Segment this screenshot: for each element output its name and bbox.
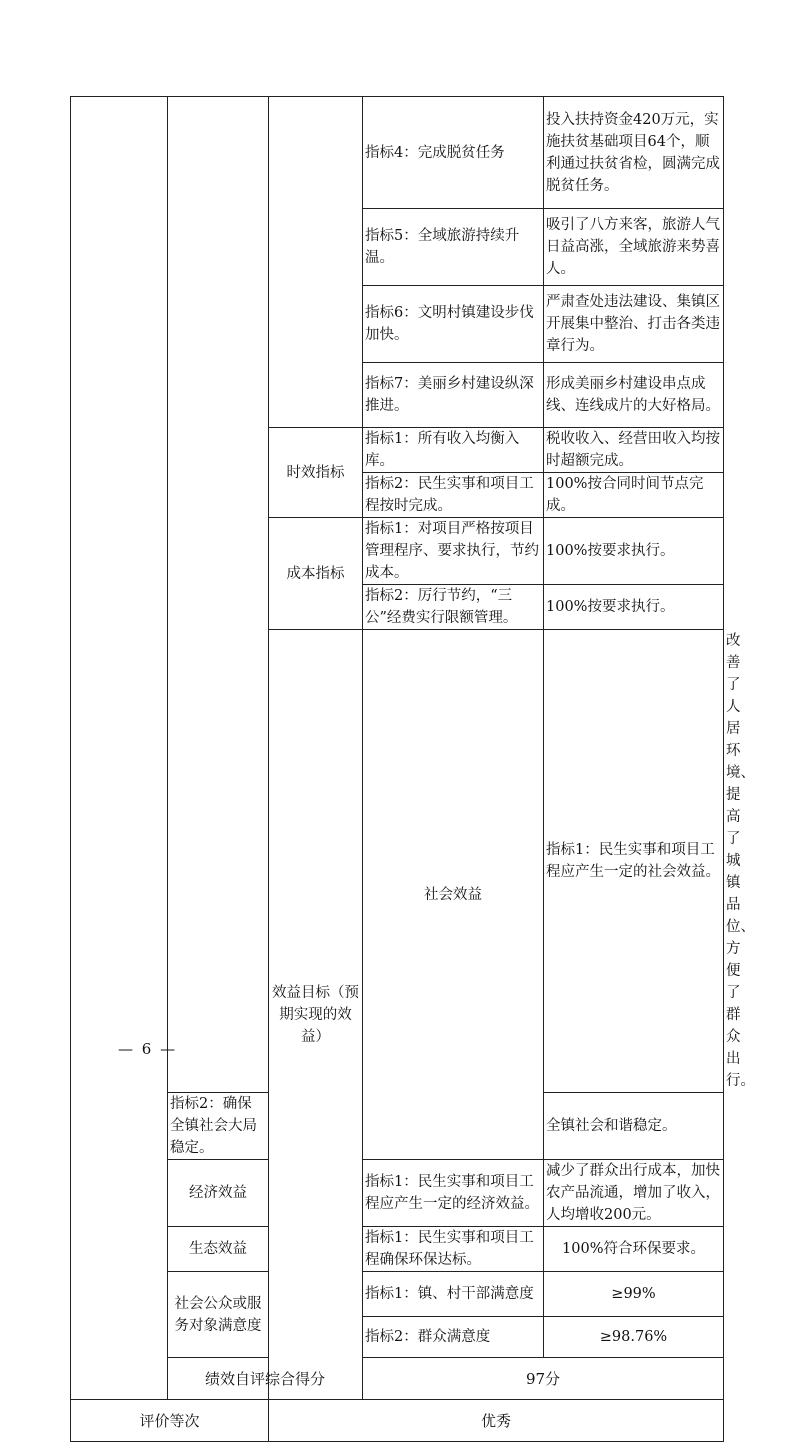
timeliness-indicator-label: 时效指标 [269,428,363,518]
indicator-cell: 指标1：镇、村干部满意度 [363,1272,544,1317]
value-cell: 吸引了八方来客，旅游人气日益高涨，全域旅游来势喜人。 [544,209,724,286]
indicator-cell: 指标5：全域旅游持续升温。 [363,209,544,286]
indicator-cell: 指标2：群众满意度 [363,1317,544,1358]
indicator-cell: 指标1：民生实事和项目工程应产生一定的经济效益。 [363,1160,544,1227]
indicator-cell: 指标1：民生实事和项目工程应产生一定的社会效益。 [544,630,724,1093]
indicator-cell: 指标4：完成脱贫任务 [363,97,544,209]
value-cell: 形成美丽乡村建设串点成线、连线成片的大好格局。 [544,363,724,428]
value-cell: 100%按合同时间节点完成。 [544,473,724,518]
benefit-target-label: 效益目标（预期实现的效益） [269,630,363,1400]
indicator-cell: 指标1：民生实事和项目工程确保环保达标。 [363,1227,544,1272]
value-cell: 减少了群众出行成本，加快农产品流通，增加了收入，人均增收200元。 [544,1160,724,1227]
value-cell: 严肃查处违法建设、集镇区开展集中整治、打击各类违章行为。 [544,286,724,363]
grade-label: 评价等次 [71,1400,269,1442]
value-cell: 全镇社会和谐稳定。 [544,1093,724,1160]
value-cell: 100%按要求执行。 [544,518,724,585]
value-cell: 投入扶持资金420万元，实施扶贫基础项目64个，顺利通过扶贫省检，圆满完成脱贫任务。 [544,97,724,209]
indicator-cell: 指标2：确保全镇社会大局稳定。 [168,1093,269,1160]
level2-category-cell [168,97,269,1093]
value-cell: 100%符合环保要求。 [544,1227,724,1272]
indicator-cell: 指标6：文明村镇建设步伐加快。 [363,286,544,363]
economic-benefit-label: 经济效益 [168,1160,269,1227]
social-benefit-label: 社会效益 [363,630,544,1160]
score-label: 绩效自评综合得分 [168,1358,363,1400]
value-cell: 税收收入、经营田收入均按时超额完成。 [544,428,724,473]
indicator-cell: 指标2：民生实事和项目工程按时完成。 [363,473,544,518]
grade-value: 优秀 [269,1400,724,1442]
indicator-cell: 指标1：所有收入均衡入库。 [363,428,544,473]
value-cell: ≥99% [544,1272,724,1317]
indicator-cell: 指标7：美丽乡村建设纵深推进。 [363,363,544,428]
performance-evaluation-table: 指标4：完成脱贫任务 投入扶持资金420万元，实施扶贫基础项目64个，顺利通过扶贫省检，圆满完成脱贫任务。 指标5：全域旅游持续升温。 吸引了八方来客，旅游人气日益高涨，全域旅游来势喜人。 指标6：文明村镇建设步伐加快。 严肃查处违法建设、集镇区开展集中整治、打击各类违章行为。 指标7：美丽乡村建设纵深推进。 形成美丽乡村建设串点成线、连线成片的大好格局。 时效指标 指标1：所有收入均衡入库。 税收收入、经营田收入均按时超额完成。 指标2：民生实事和项目工程按时完成。 100%按合同时间节点完成。 成本指标 指标1：对项目严格按项目管理程序、要求执行，节约成本。 100%按要求执行。 指标2：厉行节约，“三公”经费实行限额管理。 100%按要求执行。 效益目标（预期实现的效益） 社会效益 指标1：民生实事和项目工程应产生一定的社会效益。 改善了人居环境、提高了城镇品位、方便了群众出行。 指标2：确保全镇社会大局稳定。 全镇社会和谐稳定。 经济效益 指标1：民生实事和项目工程应产生一定的经济效益。 减少了群众出行成本，加快农产品流通，增加了收入，人均增收200元。 生态效益 指标1：民生实事和项目工程确保环保达标。 100%符合环保要求。 社会公众或服务对象满意度 指标1：镇、村干部满意度 ≥99% 指标2：群众满意度 ≥98.76% 绩效自评综合得分 97分 评价等次 优秀 [70,96,724,1442]
level3-category-cell [269,97,363,428]
value-cell: 100%按要求执行。 [544,585,724,630]
level1-category-cell [71,97,168,1400]
value-cell: ≥98.76% [544,1317,724,1358]
score-value: 97分 [363,1358,724,1400]
page-number: — 6 — [118,1040,178,1058]
indicator-cell: 指标1：对项目严格按项目管理程序、要求执行，节约成本。 [363,518,544,585]
cost-indicator-label: 成本指标 [269,518,363,630]
satisfaction-label: 社会公众或服务对象满意度 [168,1272,269,1358]
ecological-benefit-label: 生态效益 [168,1227,269,1272]
indicator-cell: 指标2：厉行节约，“三公”经费实行限额管理。 [363,585,544,630]
